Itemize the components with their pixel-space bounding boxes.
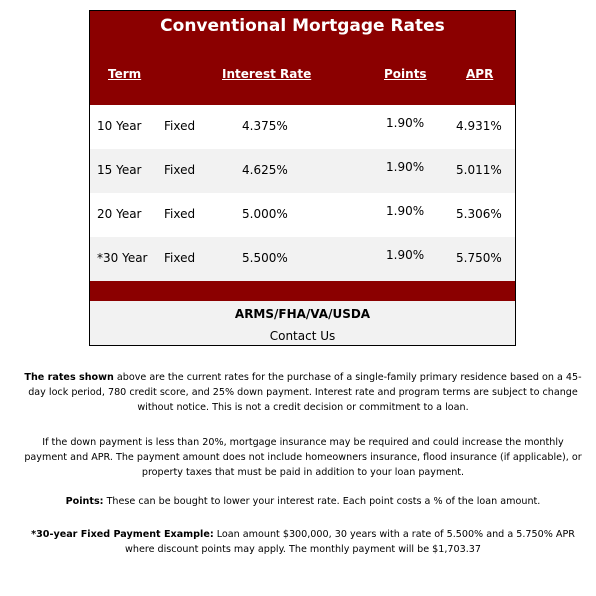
term-cell: 10 Year: [97, 119, 142, 133]
rate-card-header: [90, 11, 515, 105]
apr-cell: 5.011%: [456, 163, 502, 177]
apr-cell: 5.750%: [456, 251, 502, 265]
loan-programs-label: ARMS/FHA/VA/USDA: [234, 307, 371, 321]
apr-cell: 4.931%: [456, 119, 502, 133]
loan-type-cell: Fixed: [164, 207, 196, 221]
interest-rate-cell: 5.000%: [242, 207, 288, 221]
points-cell: 1.90%: [386, 116, 425, 130]
mortgage-insurance-note: If the down payment is less than 20%, mortgage insurance may be required and could increase the monthly payment and APR. The payment amount does not include homeowners insurance, flood insurance (if applicable), or property taxes that must be paid in addition to your loan payment.: [24, 437, 582, 478]
payment-example-label: *30-year Fixed Payment Example:: [31, 529, 214, 540]
rates-disclaimer-text: above are the current rates for the purchase of a single-family primary residence based on a 45-day lock period, 780 credit score, and 25% down payment. Interest rate and program terms are subject to change without notice. This is not a credit decision or commitment to a loan.: [28, 372, 582, 413]
points-note-text: These can be bought to lower your interest rate. Each point costs a % of the loan amount.: [103, 496, 541, 507]
column-header-points: Points: [384, 67, 427, 81]
points-note: [20, 494, 586, 509]
column-header-apr: APR: [466, 67, 494, 81]
rate-card: [89, 10, 516, 346]
rate-card-title: Conventional Mortgage Rates: [160, 16, 445, 36]
term-cell: *30 Year: [97, 251, 148, 265]
points-cell: 1.90%: [386, 204, 425, 218]
contact-us-link[interactable]: Contact Us: [269, 329, 336, 343]
loan-type-cell: Fixed: [164, 119, 196, 133]
interest-rate-cell: 5.500%: [242, 251, 288, 265]
points-label: Points:: [65, 496, 104, 507]
term-cell: 20 Year: [97, 207, 142, 221]
interest-rate-cell: 4.375%: [242, 119, 288, 133]
column-header-term: Term: [108, 67, 142, 81]
rates-shown-label: The rates shown: [24, 372, 114, 383]
points-cell: 1.90%: [386, 248, 425, 262]
rate-row-30-year: [90, 237, 515, 281]
loan-type-cell: Fixed: [164, 163, 196, 177]
rate-row-20-year: [90, 193, 515, 237]
rate-row-10-year: [90, 105, 515, 149]
column-header-interest-rate: Interest Rate: [222, 67, 312, 81]
rates-disclaimer: [20, 370, 586, 415]
term-cell: 15 Year: [97, 163, 142, 177]
payment-example-text: Loan amount $300,000, 30 years with a rate of 5.500% and a 5.750% APR where discount points may apply. The monthly payment will be $1,703.37: [125, 529, 575, 555]
loan-type-cell: Fixed: [164, 251, 196, 265]
rate-card-footer: [90, 301, 515, 345]
apr-cell: 5.306%: [456, 207, 502, 221]
rate-row-15-year: [90, 149, 515, 193]
payment-example-note: [20, 527, 586, 557]
divider-band: [90, 281, 515, 301]
points-cell: 1.90%: [386, 160, 425, 174]
interest-rate-cell: 4.625%: [242, 163, 288, 177]
